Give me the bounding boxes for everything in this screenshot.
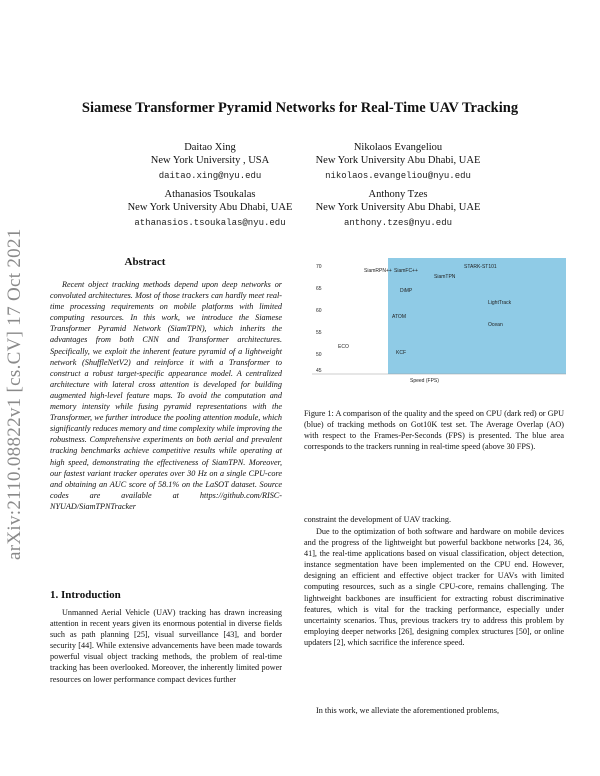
arxiv-stamp: arXiv:2110.08822v1 [cs.CV] 17 Oct 2021 [4,228,25,560]
author-affiliation: New York University , USA [150,155,270,166]
chart-point-label: LightTrack [488,300,512,306]
abstract-heading: Abstract [124,256,166,268]
chart-point-label: SiamFC++ [394,268,418,274]
chart-point-label: ATOM [392,314,406,320]
chart-point-label: KCF [396,350,406,356]
figure-1-caption: Figure 1: A comparison of the quality and the speed on CPU (dark red) or GPU (blue) of tracking methods on Got10K test set. The Average Overlap (AO) with respect to the Frames-Per-Seconds (FPS) is presented. The blue area corresponds to the trackers running in real-time speed (above 30 FPS). [304,409,564,451]
author-name: Nikolaos Evangeliou [353,142,443,153]
intro-paragraph: Unmanned Aerial Vehicle (UAV) tracking has drawn increasing attention in recent years given its enormous potential in diverse fields such as path planning [25], visual surveillance [43], and border security [44]. While extensive advancements have been made towards powerful visual object tracking methods, the problem of real-time tracking has been overlooked. Moreover, the inherently limited power resources on lower performance compact devices further [50,608,282,684]
author-affiliation: New York University Abu Dhabi, UAE [127,202,293,213]
chart-point-label: Ocean [488,322,503,328]
chart-point-label: SiamTPN [434,274,456,280]
author-email[interactable]: daitao.xing@nyu.edu [158,171,262,181]
y-tick: 50 [316,352,322,358]
author-name: Athanasios Tsoukalas [164,189,256,200]
right-paragraph: In this work, we alleviate the aforementioned problems, [316,706,500,715]
abstract-body: Recent object tracking methods depend upon deep networks or convoluted architectures. Most of those trackers can hardly meet real-time processing requirements on mobile platforms with limited computing resources. In this work, we introduce the Siamese Transformer Pyramid Network (SiamTPN), which inherits the advantages from both CNN and Transformer architectures. Specifically, we exploit the inherent feature pyramid of a lightweight network (ShuffleNetV2) and reinforce it with a Transformer to construct a robust target-specific appearance model. A centralized architecture with lateral cross attention is developed for building augmented high-level feature maps. To avoid the computation and memory intensity while fusing pyramid representations with the Transformer, we further introduce the pooling attention module, which significantly reduces memory and time complexity while improving the robustness. Comprehensive experiments on both aerial and prevalent tracking benchmarks achieve competitive results while operating at high speed, demonstrating the effectiveness of SiamTPN. Moreover, our fastest variant tracker operates over 30 Hz on a single CPU-core and obtaining an AUC score of 58.1% on the LaSOT dataset. Source codes are available at https://github.com/RISC-NYUAD/SiamTPNTracker [50,280,282,511]
author-block [268,141,528,183]
author-block [268,188,528,230]
chart-point-label: STARK-ST101 [464,264,497,270]
author-name: Anthony Tzes [368,189,428,200]
right-paragraph: constraint the development of UAV tracking. [304,515,452,524]
y-tick: 65 [316,286,322,292]
author-email[interactable]: anthony.tzes@nyu.edu [343,218,453,228]
y-tick: 70 [316,264,322,270]
author-name: Daitao Xing [184,142,236,153]
y-tick: 55 [316,330,322,336]
chart-point-label: ECO [338,344,349,350]
author-affiliation: New York University Abu Dhabi, UAE [315,202,481,213]
y-tick: 60 [316,308,322,314]
paper-title: Siamese Transformer Pyramid Networks for Real-Time UAV Tracking [81,100,519,116]
introduction-heading: 1. Introduction [50,589,121,601]
author-affiliation: New York University Abu Dhabi, UAE [315,155,481,166]
author-email[interactable]: athanasios.tsoukalas@nyu.edu [134,218,286,228]
x-axis-label: Speed (FPS) [410,378,439,384]
right-paragraph: Due to the optimization of both software and hardware on mobile devices and the progress of the lightweight but powerful backbone networks [24, 36, 41], the real-time applications based on visual classification, object detection, instance segmentation have been implemented on the CPU end. However, designing an efficient and effective object tracker for UAVs with limited computing resources, such as a single CPU-core, remains challenging. The lightweight backbones are insufficient for extracting robust discriminative features, which is vital for the tracking performance, especially under uncertainty scenarios. Thus, previous trackers try to address this problem by employing deeper networks [26], designing complex structures [50], or online updaters [2], which sacrifice the inference speed. [304,527,564,647]
chart-point-label: DiMP [400,288,413,294]
author-email[interactable]: nikolaos.evangeliou@nyu.edu [325,171,471,181]
realtime-area [388,258,566,374]
chart-point-label: SiamRPN++ [364,268,392,274]
figure-1 [312,258,566,388]
y-tick: 45 [316,368,322,374]
